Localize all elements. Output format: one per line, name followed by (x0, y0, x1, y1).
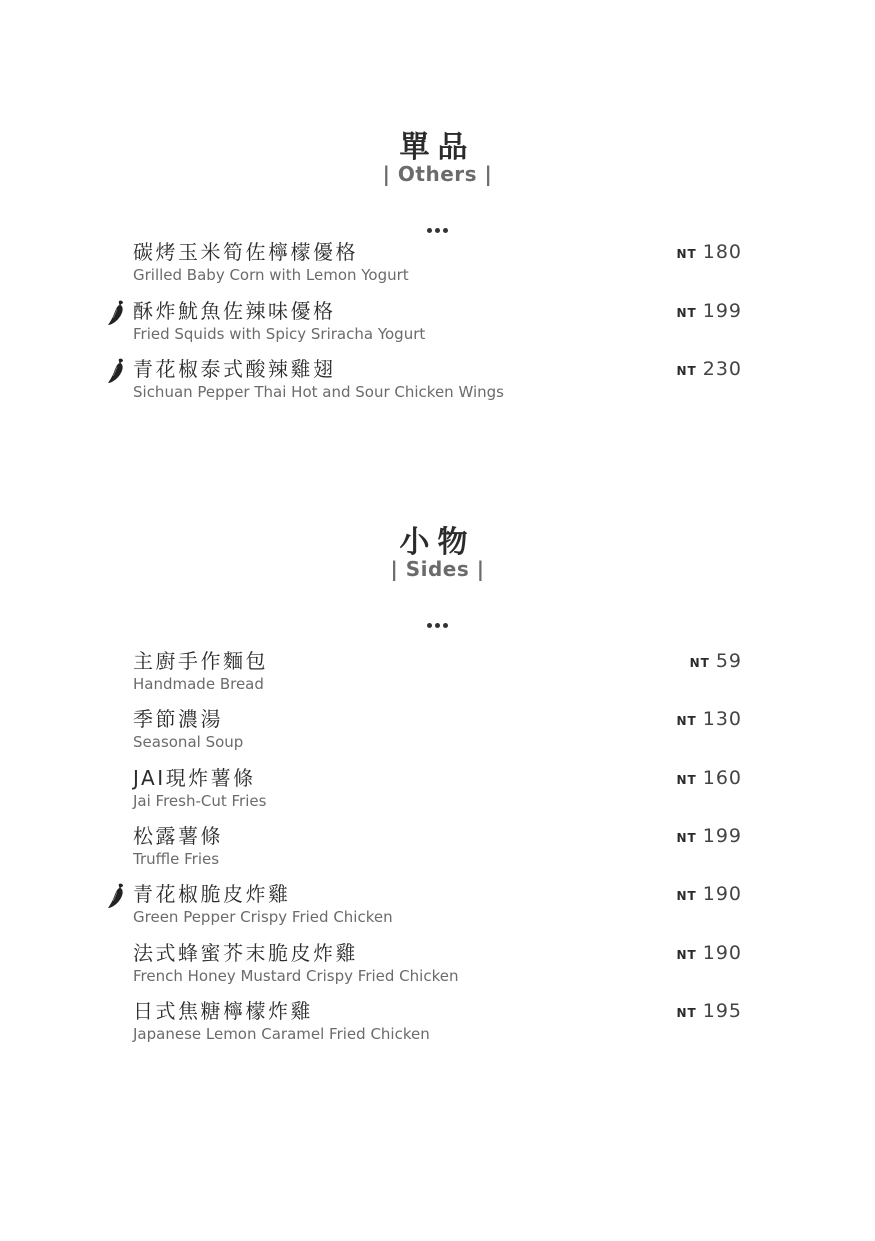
item-name-en: French Honey Mustard Crispy Fried Chicken (133, 967, 459, 985)
item-name-en: Green Pepper Crispy Fried Chicken (133, 908, 393, 926)
item-name-en: Truffle Fries (133, 850, 220, 868)
item-price: NT 190 (676, 883, 742, 905)
item-price: NT 199 (676, 300, 742, 322)
item-name-en: Sichuan Pepper Thai Hot and Sour Chicken Wings (133, 383, 504, 401)
menu-item (0, 240, 875, 292)
menu-item (0, 357, 875, 409)
chili-pepper-icon (106, 299, 128, 327)
item-price: NT 195 (676, 1000, 742, 1022)
item-name-zh: 法式蜂蜜芥末脆皮炸雞 (133, 941, 358, 965)
section-title: 小物 (399, 525, 476, 560)
menu-item (0, 999, 875, 1051)
menu-item (0, 649, 875, 701)
item-name-zh: 季節濃湯 (133, 707, 223, 731)
item-name-en: Jai Fresh-Cut Fries (133, 792, 267, 810)
divider-dots (0, 613, 875, 632)
menu-item (0, 941, 875, 993)
item-name-en: Fried Squids with Spicy Sriracha Yogurt (133, 325, 426, 343)
item-name-zh: 青花椒脆皮炸雞 (133, 882, 291, 906)
item-name-zh: 日式焦糖檸檬炸雞 (133, 999, 313, 1023)
menu-item (0, 707, 875, 759)
item-name-zh: 松露薯條 (133, 824, 223, 848)
divider-dots (0, 218, 875, 237)
item-name-zh: 主廚手作麵包 (133, 649, 268, 673)
item-price: NT 199 (676, 825, 742, 847)
item-name-en: Seasonal Soup (133, 733, 244, 751)
section-subtitle: | Sides | (390, 557, 485, 581)
item-name-en: Japanese Lemon Caramel Fried Chicken (133, 1025, 430, 1043)
item-name-zh: 碳烤玉米筍佐檸檬優格 (133, 240, 358, 264)
section-title: 單品 (399, 130, 476, 165)
item-price: NT 180 (676, 241, 742, 263)
item-name-zh: 酥炸魷魚佐辣味優格 (133, 299, 336, 323)
item-name-en: Grilled Baby Corn with Lemon Yogurt (133, 266, 409, 284)
menu-item (0, 882, 875, 934)
menu-item (0, 766, 875, 818)
chili-pepper-icon (106, 882, 128, 910)
item-name-zh: JAI現炸薯條 (133, 766, 256, 790)
item-name-zh: 青花椒泰式酸辣雞翅 (133, 357, 336, 381)
item-price: NT 59 (689, 650, 742, 672)
item-price: NT 160 (676, 767, 742, 789)
menu-item (0, 299, 875, 351)
item-price: NT 230 (676, 358, 742, 380)
item-price: NT 190 (676, 942, 742, 964)
menu-item (0, 824, 875, 876)
item-name-en: Handmade Bread (133, 675, 264, 693)
section-subtitle: | Others | (382, 162, 493, 186)
item-price: NT 130 (676, 708, 742, 730)
chili-pepper-icon (106, 357, 128, 385)
